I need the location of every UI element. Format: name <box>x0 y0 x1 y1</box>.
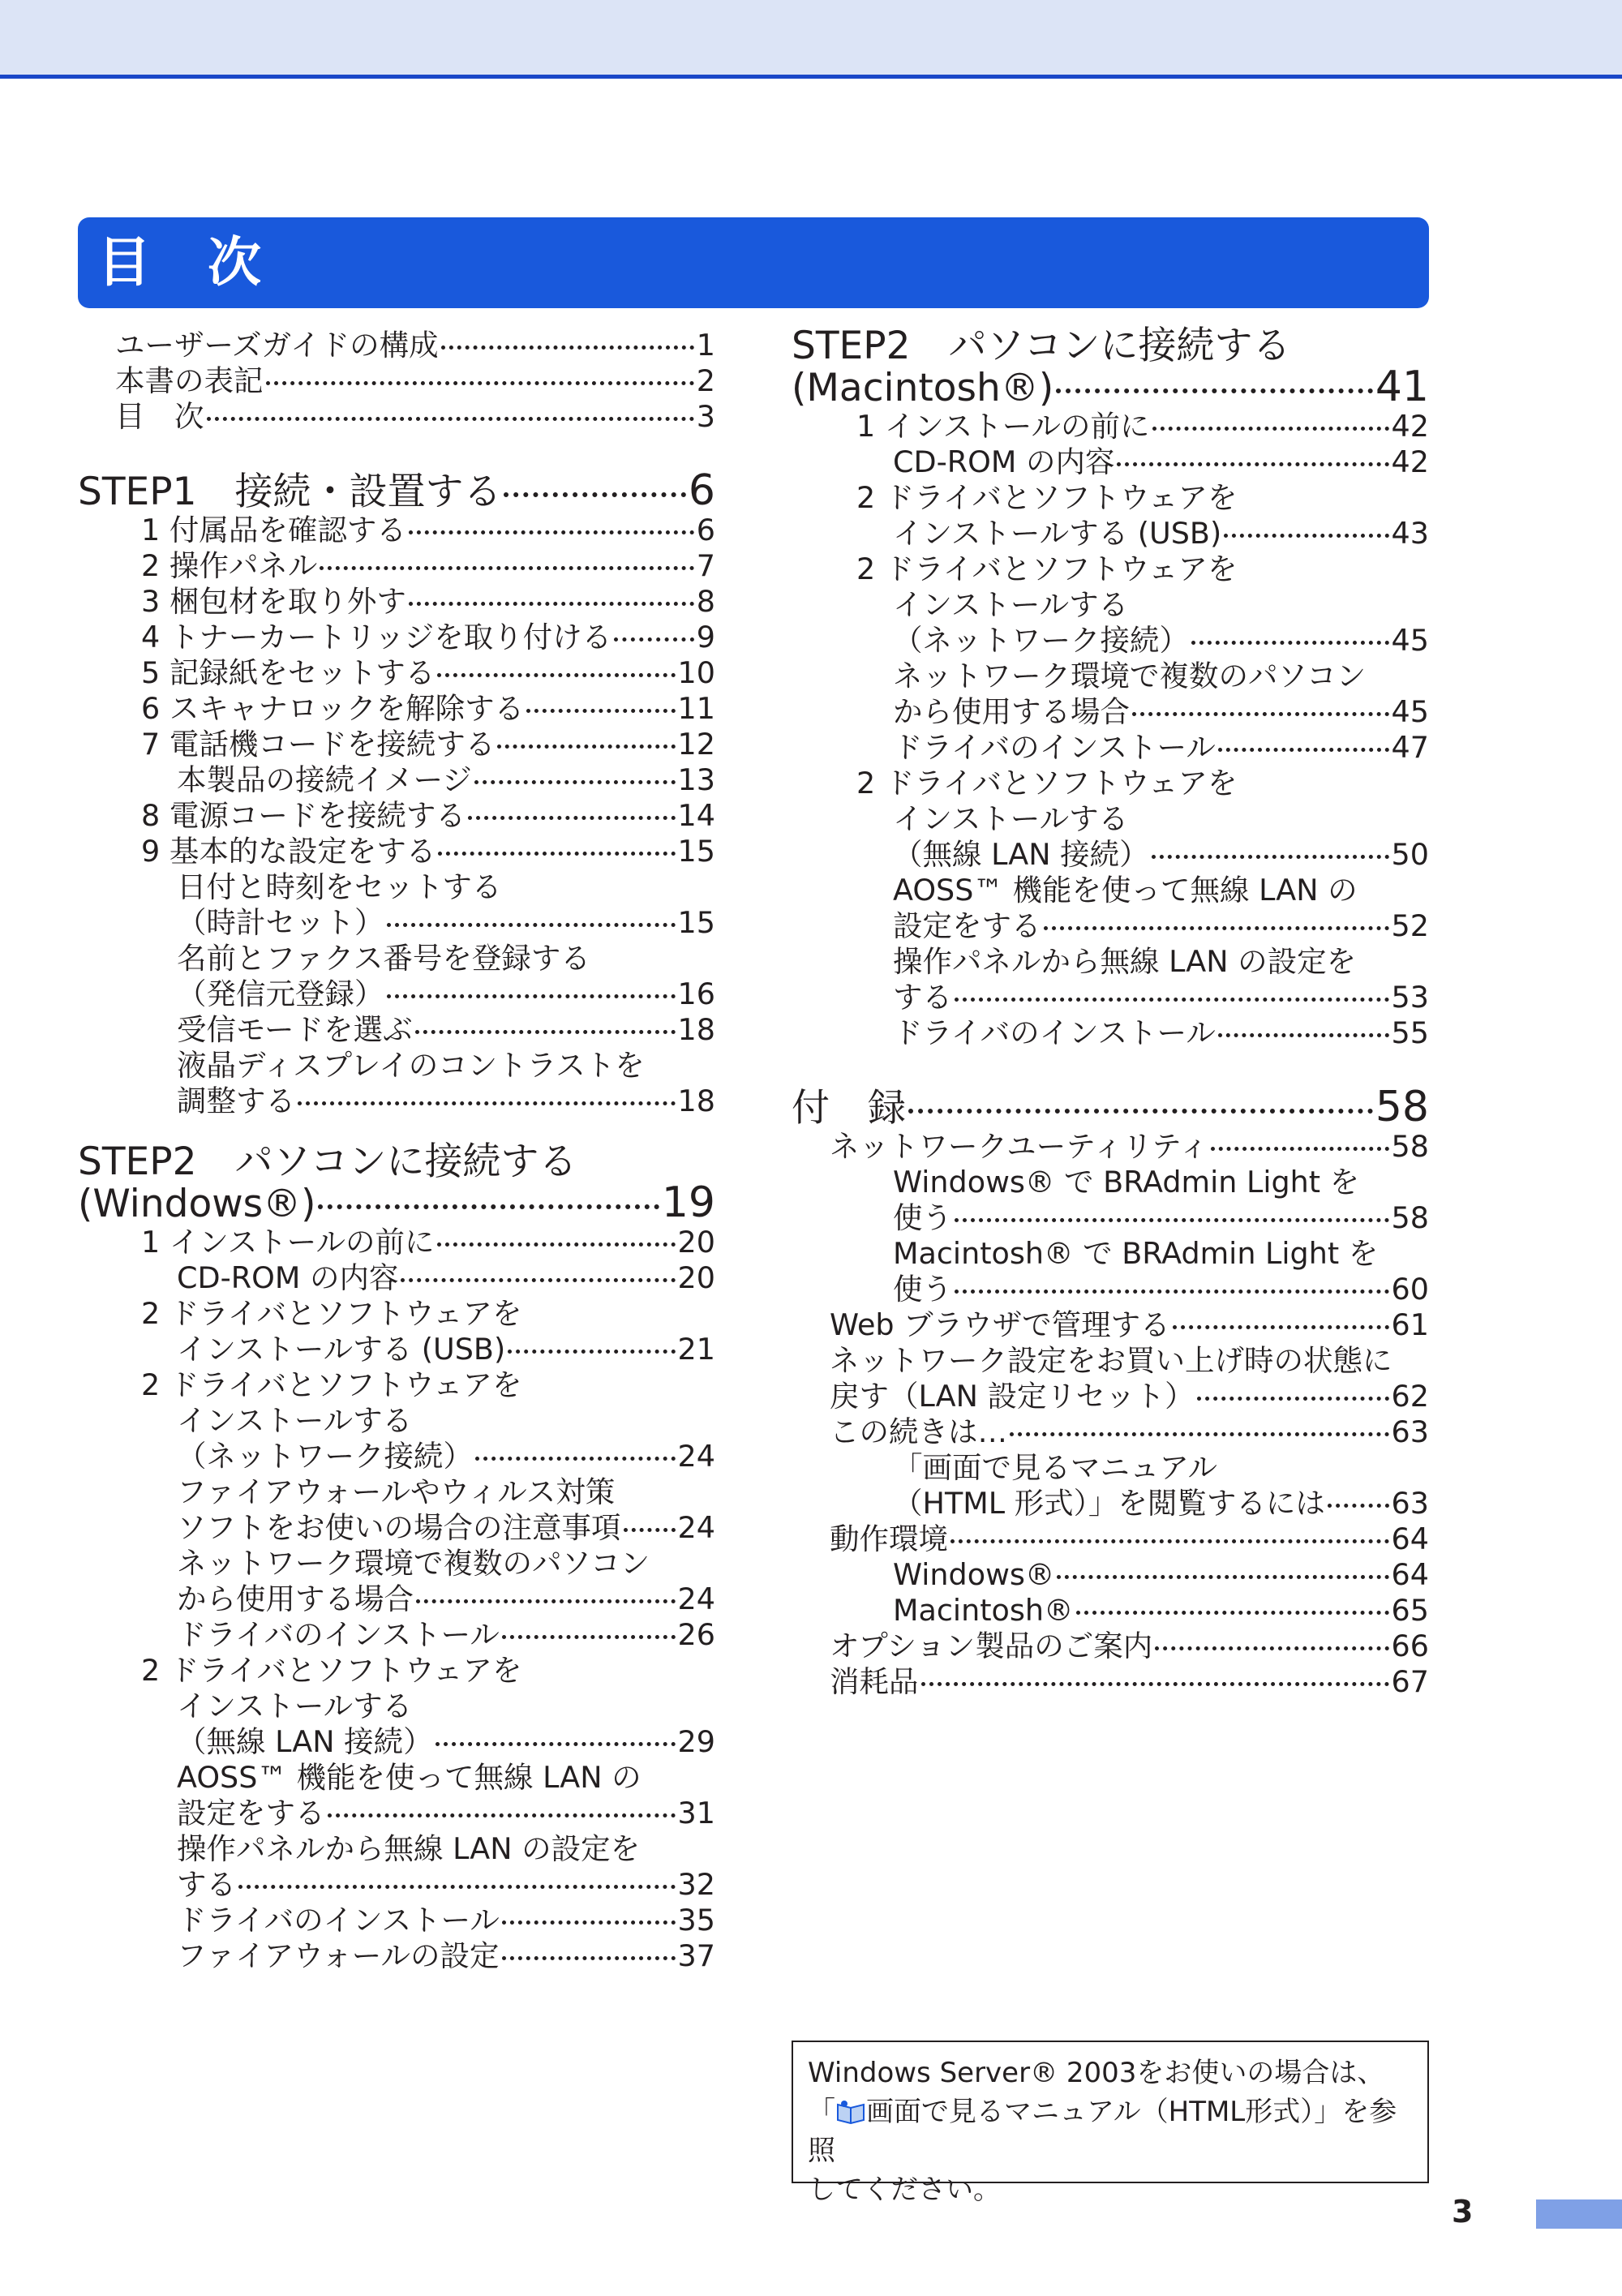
toc-subentry-line[interactable]: Windows® で BRAdmin Light を <box>893 1165 1360 1199</box>
toc-appendix-heading[interactable]: 付 録 58 <box>792 1083 1429 1131</box>
toc-entry[interactable]: Web ブラウザで管理する 61 <box>830 1307 1429 1342</box>
toc-entry[interactable]: 1 インストールの前に 20 <box>141 1225 715 1260</box>
toc-subentry[interactable]: 調整する 18 <box>177 1084 715 1118</box>
toc-entry-line[interactable]: 2 ドライバとソフトウェアを <box>141 1296 522 1331</box>
toc-subentry[interactable]: （発信元登録） 16 <box>177 976 715 1011</box>
toc-subentry-line[interactable]: 名前とファクス番号を登録する <box>177 941 590 976</box>
page-tab-marker <box>1536 2199 1622 2229</box>
toc-subentry[interactable]: （HTML 形式）」を閲覧するには 63 <box>893 1486 1429 1521</box>
toc-entry-line[interactable]: 2 ドライバとソフトウェアを <box>856 766 1238 800</box>
toc-entry[interactable]: （無線 LAN 接続） 29 <box>177 1724 715 1759</box>
toc-subentry-line[interactable]: ファイアウォールやウィルス対策 <box>177 1474 616 1509</box>
toc-entry[interactable]: 3 梱包材を取り外す 8 <box>141 584 715 619</box>
toc-subentry-line[interactable]: 液晶ディスプレイのコントラストを <box>177 1048 645 1083</box>
note-line-1: Windows Server® 2003をお使いの場合は、 <box>808 2057 1385 2089</box>
toc-subentry[interactable]: ソフトをお使いの場合の注意事項 24 <box>177 1510 715 1545</box>
toc-entry[interactable]: 4 トナーカートリッジを取り付ける 9 <box>141 620 715 654</box>
toc-entry[interactable]: 6 スキャナロックを解除する 11 <box>141 691 715 726</box>
toc-subentry[interactable]: 本製品の接続イメージ 13 <box>177 762 715 797</box>
toc-subentry[interactable]: ドライバのインストール 26 <box>177 1617 715 1652</box>
toc-subentry[interactable]: 設定をする 31 <box>177 1796 715 1830</box>
toc-subentry[interactable]: から使用する場合 45 <box>893 694 1429 729</box>
toc-entry[interactable]: （ネットワーク接続） 24 <box>177 1439 715 1474</box>
toc-subentry[interactable]: 受信モードを選ぶ 18 <box>177 1012 715 1047</box>
manual-icon <box>835 2096 866 2120</box>
toc-subentry[interactable]: Windows® 64 <box>893 1557 1429 1592</box>
toc-entry[interactable]: （無線 LAN 接続） 50 <box>893 837 1429 872</box>
toc-subentry[interactable]: ドライバのインストール 47 <box>893 730 1429 765</box>
toc-subentry[interactable]: する 32 <box>177 1867 715 1902</box>
windows-server-note <box>792 2041 1429 2206</box>
toc-entry[interactable]: 7 電話機コードを接続する 12 <box>141 727 715 762</box>
toc-entry-line[interactable]: 2 ドライバとソフトウェアを <box>141 1367 522 1402</box>
toc-entry-line[interactable]: ネットワーク設定をお買い上げ時の状態に <box>830 1343 1392 1378</box>
toc-entry[interactable]: 戻す（LAN 設定リセット） 62 <box>830 1379 1429 1414</box>
toc-entry-line[interactable]: インストールする <box>893 801 1129 836</box>
toc-entry[interactable]: この続きは… 63 <box>830 1414 1429 1449</box>
toc-entry[interactable]: オプション製品のご案内 66 <box>830 1629 1429 1663</box>
toc-entry[interactable]: 8 電源コードを接続する 14 <box>141 798 715 833</box>
toc-subentry-line[interactable]: ネットワーク環境で複数のパソコン <box>893 659 1367 693</box>
toc-entry[interactable]: （ネットワーク接続） 45 <box>893 623 1429 658</box>
toc-entry-line[interactable]: インストールする <box>177 1403 413 1438</box>
toc-subentry-line[interactable]: 操作パネルから無線 LAN の設定を <box>177 1831 641 1866</box>
toc-entry[interactable]: インストールする (USB) 21 <box>177 1332 715 1367</box>
toc-subentry[interactable]: から使用する場合 24 <box>177 1581 715 1616</box>
toc-subentry-line[interactable]: 日付と時刻をセットする <box>177 869 502 904</box>
toc-entry[interactable]: 1 インストールの前に 42 <box>856 409 1429 444</box>
toc-subentry[interactable]: ドライバのインストール 35 <box>177 1903 715 1938</box>
toc-subentry-line[interactable]: AOSS™ 機能を使って無線 LAN の <box>177 1760 642 1795</box>
toc-subentry[interactable]: 設定をする 52 <box>893 908 1429 943</box>
toc-entry[interactable]: 目 次 3 <box>115 399 715 434</box>
toc-entry-line[interactable]: インストールする <box>893 587 1129 622</box>
toc-step-heading-line[interactable]: STEP2 パソコンに接続する <box>78 1139 577 1184</box>
toc-entry[interactable]: 5 記録紙をセットする 10 <box>141 655 715 690</box>
toc-subentry[interactable]: 使う 60 <box>893 1272 1429 1307</box>
toc-entry[interactable]: インストールする (USB) 43 <box>893 516 1429 551</box>
toc-subentry[interactable]: CD-ROM の内容 20 <box>177 1260 715 1295</box>
note-line-3: してください。 <box>808 2174 1001 2206</box>
toc-entry[interactable]: 動作環境 64 <box>830 1521 1429 1556</box>
toc-subentry[interactable]: CD-ROM の内容 42 <box>893 444 1429 479</box>
page-title: 目 次 <box>78 217 1429 308</box>
toc-subentry[interactable]: ドライバのインストール 55 <box>893 1015 1429 1050</box>
toc-subentry-line[interactable]: 「画面で見るマニュアル <box>893 1450 1218 1485</box>
toc-step-heading[interactable]: (Windows®) 19 <box>78 1178 715 1227</box>
note-line-2: 「 画面で見るマニュアル（HTML形式）」を参照 <box>808 2096 1397 2167</box>
toc-entry[interactable]: 9 基本的な設定をする 15 <box>141 834 715 869</box>
toc-entry-line[interactable]: 2 ドライバとソフトウェアを <box>856 480 1238 515</box>
toc-subentry[interactable]: する 53 <box>893 980 1429 1015</box>
toc-left-column <box>78 328 715 1974</box>
toc-entry[interactable]: 1 付属品を確認する 6 <box>141 513 715 547</box>
toc-subentry-line[interactable]: 操作パネルから無線 LAN の設定を <box>893 944 1357 979</box>
toc-subentry[interactable]: 使う 58 <box>893 1200 1429 1235</box>
toc-subentry-line[interactable]: Macintosh® で BRAdmin Light を <box>893 1236 1379 1271</box>
toc-step-heading-line[interactable]: STEP2 パソコンに接続する <box>792 324 1291 368</box>
toc-entry[interactable]: 2 操作パネル 7 <box>141 548 715 583</box>
toc-subentry-line[interactable]: ネットワーク環境で複数のパソコン <box>177 1546 650 1581</box>
toc-right-column <box>792 324 1429 1700</box>
toc-subentry[interactable]: （時計セット） 15 <box>177 905 715 940</box>
toc-entry-line[interactable]: インストールする <box>177 1689 413 1723</box>
toc-step-heading[interactable]: STEP1 接続・設置する 6 <box>78 466 715 515</box>
header-band <box>0 0 1622 79</box>
toc-entry[interactable]: 消耗品 67 <box>830 1664 1429 1699</box>
toc-subentry-line[interactable]: AOSS™ 機能を使って無線 LAN の <box>893 873 1358 908</box>
toc-entry-line[interactable]: 2 ドライバとソフトウェアを <box>141 1653 522 1688</box>
page-number: 3 <box>1452 2194 1474 2229</box>
toc-entry-line[interactable]: 2 ドライバとソフトウェアを <box>856 551 1238 586</box>
toc-entry[interactable]: 本書の表記 2 <box>115 363 715 398</box>
toc-subentry[interactable]: ファイアウォールの設定 37 <box>177 1938 715 1973</box>
toc-subentry[interactable]: Macintosh® 65 <box>893 1593 1429 1628</box>
toc-entry[interactable]: ユーザーズガイドの構成 1 <box>115 328 715 363</box>
toc-entry[interactable]: ネットワークユーティリティ 58 <box>830 1129 1429 1164</box>
toc-step-heading[interactable]: (Macintosh®) 41 <box>792 363 1429 411</box>
